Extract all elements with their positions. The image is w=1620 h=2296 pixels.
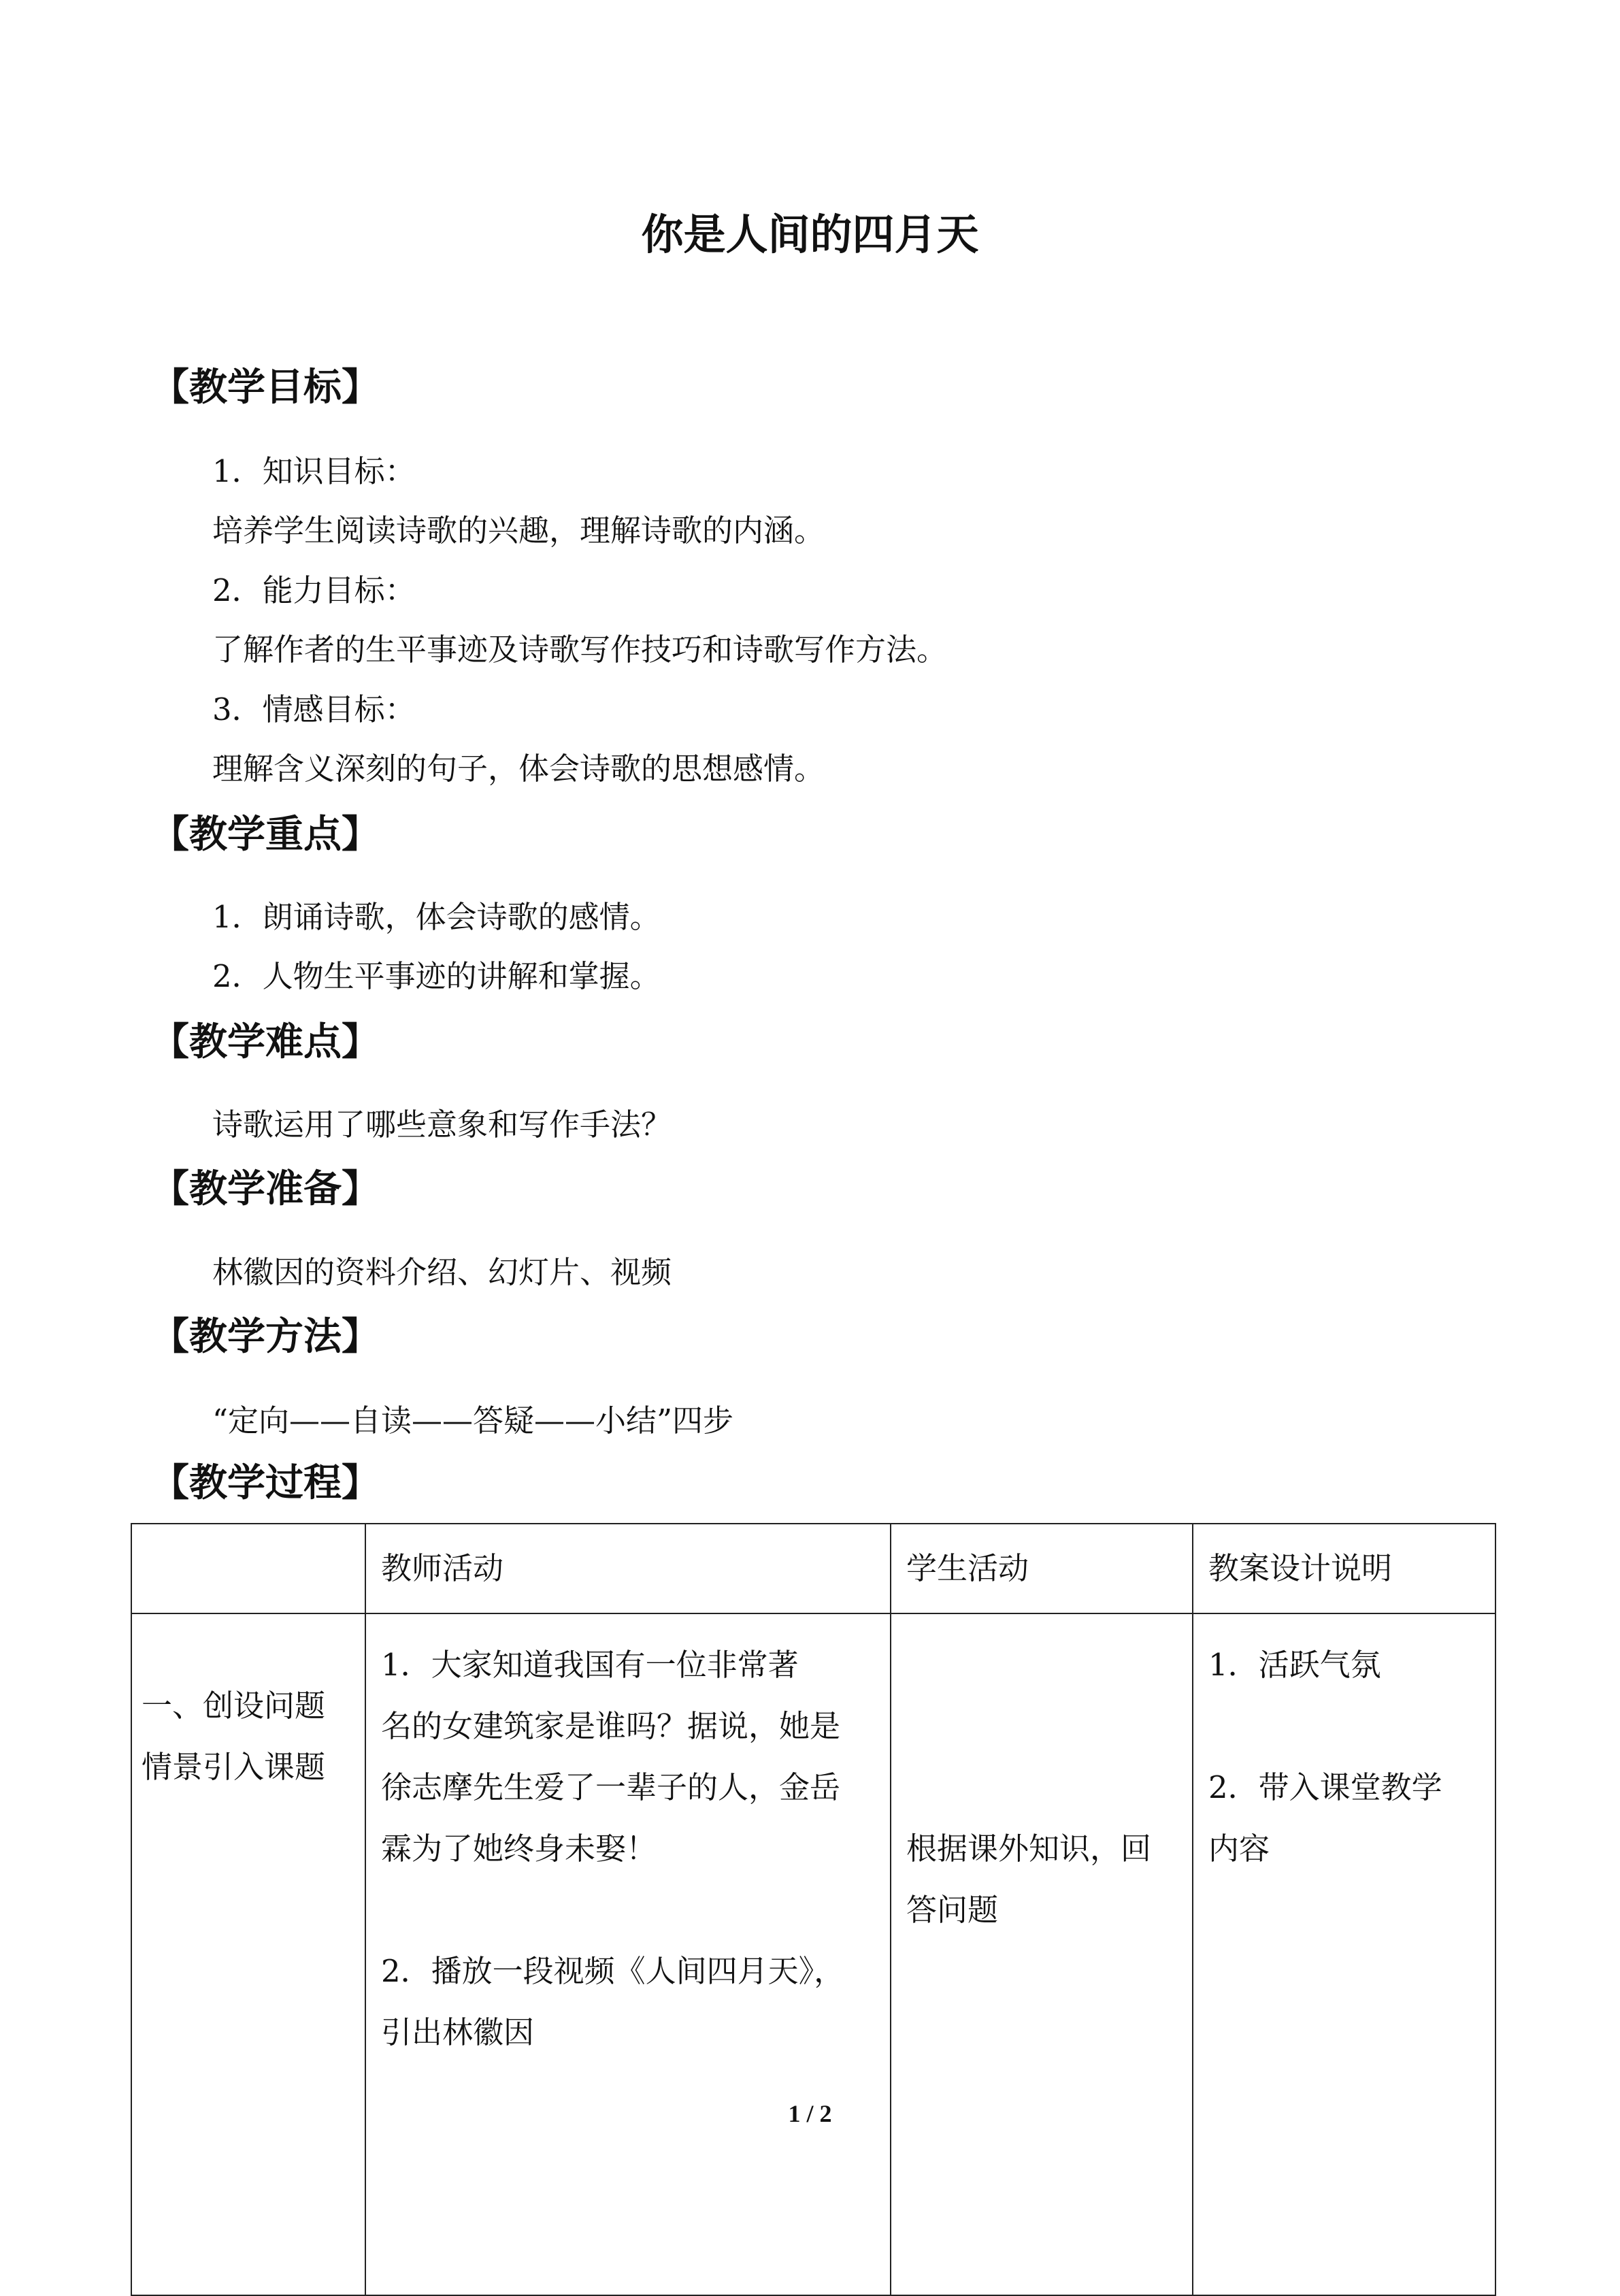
key-point-line: 2．人物生平事迹的讲解和掌握。	[212, 958, 661, 994]
design-note-cell	[1193, 1613, 1495, 2295]
header-cell-stage	[131, 1524, 365, 1613]
design-line: 2．带入课堂教学	[1208, 1769, 1442, 1805]
teacher-line: 引出林徽因	[381, 2014, 535, 2050]
objective-line: 培养学生阅读诗歌的兴趣，理解诗歌的内涵。	[212, 512, 825, 548]
stage-line: 一、创设问题	[142, 1688, 326, 1724]
difficulty-line: 诗歌运用了哪些意象和写作手法？	[212, 1106, 672, 1143]
page-number: 1 / 2	[788, 2100, 832, 2127]
table-header-row	[131, 1524, 1495, 1613]
preparation-line: 林徽因的资料介绍、幻灯片、视频	[212, 1254, 672, 1290]
design-line: 1．活跃气氛	[1208, 1647, 1381, 1683]
stage-cell	[131, 1613, 365, 2295]
header-cell-teacher: 教师活动	[365, 1524, 891, 1613]
objective-line: 2．能力目标：	[212, 572, 416, 608]
stage-line: 情景引入课题	[142, 1749, 326, 1785]
teacher-line: 徐志摩先生爱了一辈子的人，金岳	[381, 1769, 841, 1805]
teacher-line: 2．播放一段视频《人间四月天》，	[381, 1953, 845, 1989]
heading-objectives: 【教学目标】	[151, 365, 380, 410]
objective-line: 3．情感目标：	[212, 691, 416, 727]
design-spacer	[1208, 1696, 1485, 1757]
method-line: “定向——自读——答疑——小结”四步	[212, 1403, 734, 1439]
student-line: 根据课外知识，回	[906, 1831, 1152, 1867]
heading-process: 【教学过程】	[151, 1461, 380, 1505]
heading-key-points: 【教学重点】	[151, 813, 380, 857]
key-point-line: 1．朗诵诗歌，体会诗歌的感情。	[212, 899, 661, 935]
teacher-line: 1．大家知道我国有一位非常著	[381, 1647, 799, 1683]
student-line: 答问题	[906, 1892, 999, 1928]
student-activity-cell	[891, 1613, 1193, 2295]
teacher-line: 名的女建筑家是谁吗？据说，她是	[381, 1708, 841, 1744]
process-table	[131, 1523, 1496, 2296]
teacher-activity-cell	[365, 1613, 891, 2295]
objective-line: 1．知识目标：	[212, 453, 416, 489]
heading-methods: 【教学方法】	[151, 1315, 380, 1359]
teacher-spacer	[381, 1880, 880, 1941]
header-cell-design: 教案设计说明	[1193, 1524, 1495, 1613]
teacher-line: 霖为了她终身未娶！	[381, 1831, 657, 1867]
header-cell-student: 学生活动	[891, 1524, 1193, 1613]
heading-preparation: 【教学准备】	[151, 1167, 380, 1211]
objective-line: 了解作者的生平事迹及诗歌写作技巧和诗歌写作方法。	[212, 632, 948, 668]
design-line: 内容	[1208, 1831, 1270, 1867]
objective-line: 理解含义深刻的句子，体会诗歌的思想感情。	[212, 751, 825, 787]
table-row	[131, 1613, 1495, 2295]
document-title: 你是人间的四月天	[641, 210, 979, 259]
heading-difficulties: 【教学难点】	[151, 1020, 380, 1064]
